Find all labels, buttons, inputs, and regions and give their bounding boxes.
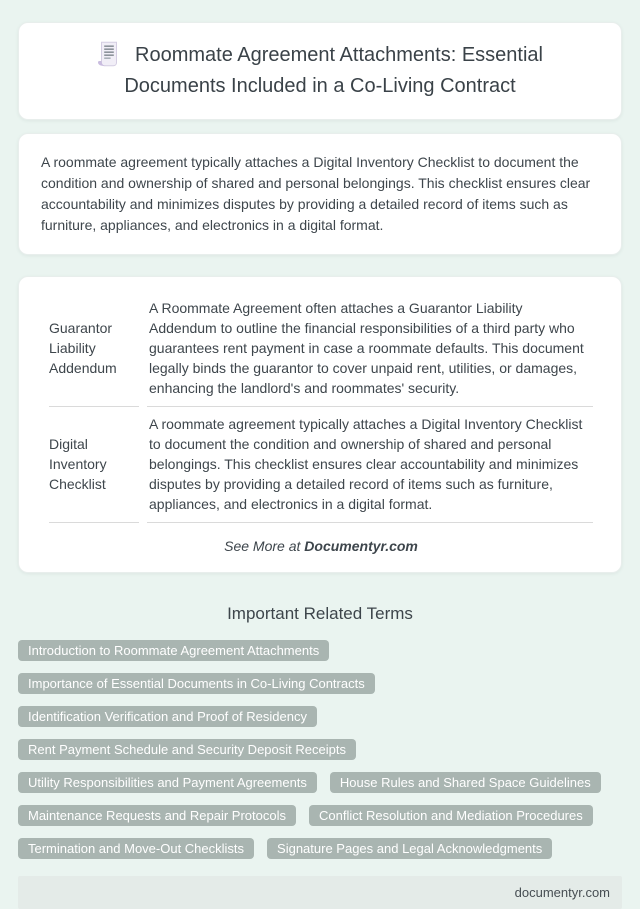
receipt-icon [97,40,121,68]
related-term-tag[interactable]: Termination and Move-Out Checklists [18,838,254,859]
related-term-tag[interactable]: Introduction to Roommate Agreement Attachments [18,640,329,661]
title-card [18,22,622,120]
terms-table [41,291,601,523]
term-description: A roommate agreement typically attaches a Digital Inventory Checklist to document the condition and ownership of shared and personal belongings. This checklist ensures clear accountability and minimizes disputes by providing a detailed record of items such as furniture, appliances, and electronics in a digital format. [147,407,593,523]
see-more-text: See More at [224,538,305,554]
term-description: A Roommate Agreement often attaches a Guarantor Liability Addendum to outline the financial responsibilities of a third party who guarantees rent payment in case a roommate defaults. This document legally binds the guarantor to cover unpaid rent, utilities, or damages, enhancing the landlord's and roommates' security. [147,291,593,407]
related-term-tag[interactable]: Rent Payment Schedule and Security Deposit Receipts [18,739,356,760]
related-term-tag[interactable]: Identification Verification and Proof of Residency [18,706,317,727]
see-more-brand-link[interactable]: Documentyr.com [304,538,418,554]
related-term-tag[interactable]: Utility Responsibilities and Payment Agreements [18,772,317,793]
intro-paragraph: A roommate agreement typically attaches a Digital Inventory Checklist to document the condition and ownership of shared and personal belongings. This checklist ensures clear accountability and minimizes disputes by providing a detailed record of items such as furniture, appliances, and electronics in a digital format. [41,154,591,233]
table-row [49,291,593,407]
related-term-tag[interactable]: Conflict Resolution and Mediation Procedures [309,805,593,826]
page-title [70,40,570,102]
footer-bar [18,876,622,909]
related-terms-list [18,640,622,859]
see-more-line [41,536,601,556]
term-name: Digital Inventory Checklist [49,407,139,523]
related-term-tag[interactable]: Importance of Essential Documents in Co-Living Contracts [18,673,375,694]
terms-table-card [18,276,622,573]
footer-site-link[interactable]: documentyr.com [514,885,610,900]
related-term-tag[interactable]: House Rules and Shared Space Guidelines [330,772,601,793]
term-name: Guarantor Liability Addendum [49,291,139,407]
page-title-text: Roommate Agreement Attachments: Essential Documents Included in a Co-Living Contract [124,44,543,97]
related-term-tag[interactable]: Signature Pages and Legal Acknowledgments [267,838,552,859]
related-terms-heading: Important Related Terms [227,604,413,623]
table-row [49,407,593,523]
related-term-tag[interactable]: Maintenance Requests and Repair Protocols [18,805,296,826]
intro-card [18,133,622,255]
